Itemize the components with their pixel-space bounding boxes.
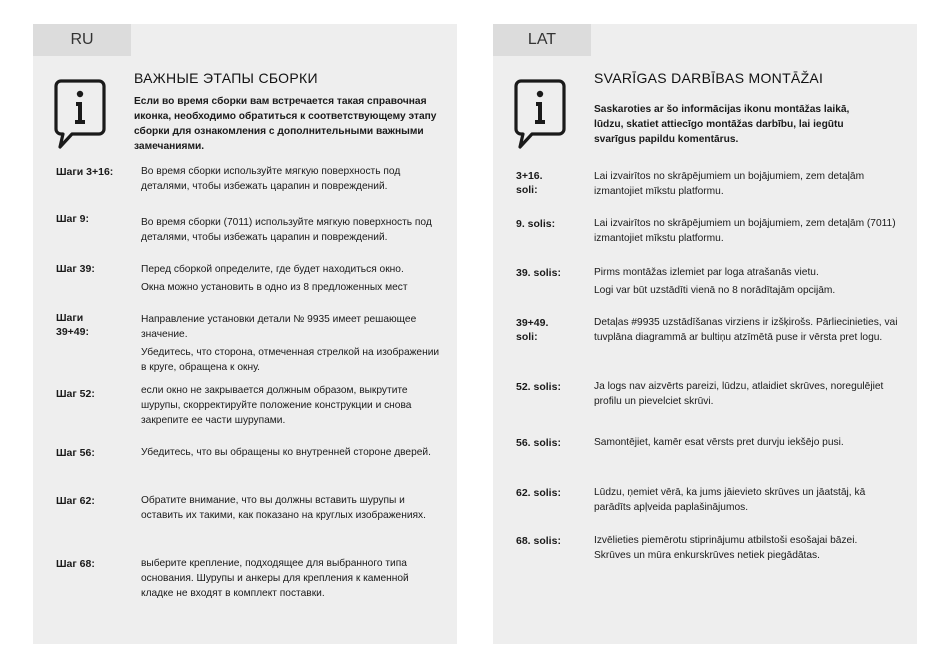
step-paragraph: Окна можно установить в одно из 8 предложенных мест	[141, 282, 408, 293]
step-label: 9. solis:	[516, 218, 556, 230]
info-icon	[512, 77, 568, 157]
step-paragraph: Во время сборки (7011) используйте мягкую поверхность под деталями, чтобы избежать царапин и повреждений.	[141, 217, 432, 243]
step-label: Шаг 39:	[56, 263, 95, 275]
step-text	[594, 216, 904, 249]
step-label: 52. solis:	[516, 381, 561, 393]
step-text	[594, 435, 904, 453]
ru-title: ВАЖНЫЕ ЭТАПЫ СБОРКИ	[134, 70, 318, 86]
step-paragraph: Lai izvairītos no skrāpējumiem un bojājumiem, zem detaļām (7011) izmantojiet mīkstu platformu.	[594, 218, 896, 244]
step-paragraph: Убедитесь, что сторона, отмеченная стрелкой на изображении в круге, обращена к окну.	[141, 347, 440, 373]
step-label: Шаг 52:	[56, 388, 95, 400]
step-text	[141, 493, 441, 526]
step-text	[141, 164, 441, 197]
step-paragraph: выберите крепление, подходящее для выбранного типа основания. Шурупы и анкеры для крепления к каменной кладке не входят в комплект поставки.	[141, 558, 409, 599]
step-paragraph: Во время сборки используйте мягкую поверхность под деталями, чтобы избежать царапин и повреждений.	[141, 166, 401, 192]
step-text	[141, 445, 441, 463]
step-text	[594, 169, 904, 202]
step-paragraph: Убедитесь, что вы обращены ко внутренней стороне дверей.	[141, 447, 431, 458]
step-label: 39. solis:	[516, 267, 561, 279]
info-icon	[52, 77, 108, 157]
lat-panel	[493, 24, 917, 644]
step-paragraph: Skrūves un mūra enkurskrūves netiek piegādātas.	[594, 550, 820, 561]
step-paragraph: Lūdzu, ņemiet vērā, ka jums jāievieto skrūves un jāatstāj, kā parādīts apļveida paplašinājumos.	[594, 487, 866, 513]
step-text	[141, 215, 441, 248]
step-text	[141, 262, 441, 298]
step-paragraph: если окно не закрывается должным образом, выкрутите шурупы, скорректируйте положение конструкции и снова закрепите ее части шурупами.	[141, 385, 412, 426]
lat-language-tab: LAT	[493, 24, 591, 56]
step-paragraph: Samontējiet, kamēr esat vērsts pret durvju iekšējo pusi.	[594, 437, 844, 448]
step-label: Шаги 39+49:	[56, 312, 89, 338]
step-text	[594, 533, 904, 566]
step-paragraph: Направление установки детали № 9935 имеет решающее значение.	[141, 314, 417, 340]
lat-title: SVARĪGAS DARBĪBAS MONTĀŽAI	[594, 70, 824, 86]
step-paragraph: Lai izvairītos no skrāpējumiem un bojājumiem, zem detaļām izmantojiet mīkstu platformu.	[594, 171, 865, 197]
step-label: 3+16. soli:	[516, 170, 543, 196]
step-text	[141, 383, 441, 431]
step-label: Шаги 3+16:	[56, 166, 114, 178]
step-text	[594, 485, 904, 518]
step-paragraph: Logi var būt uzstādīti vienā no 8 norādītajām opcijām.	[594, 285, 836, 296]
step-label: Шаг 9:	[56, 213, 90, 225]
step-label: 56. solis:	[516, 437, 561, 449]
step-label: Шаг 68:	[56, 558, 95, 570]
step-label: Шаг 56:	[56, 447, 95, 459]
step-label: 39+49. soli:	[516, 317, 549, 343]
step-paragraph: Перед сборкой определите, где будет находиться окно.	[141, 264, 404, 275]
ru-panel	[33, 24, 457, 644]
step-text	[141, 312, 441, 378]
step-label: 68. solis:	[516, 535, 561, 547]
step-text	[141, 556, 441, 604]
step-label: Шаг 62:	[56, 495, 95, 507]
step-label: 62. solis:	[516, 487, 561, 499]
step-text	[594, 265, 904, 301]
step-text	[594, 379, 904, 412]
ru-intro: Если во время сборки вам встречается такая справочная иконка, необходимо обратиться к соответствующему этапу сборки для ознакомления с дополнительными важными замечаниями.	[134, 96, 437, 152]
step-text	[594, 315, 904, 348]
ru-language-tab: RU	[33, 24, 131, 56]
step-paragraph: Ja logs nav aizvērts pareizi, lūdzu, atlaidiet skrūves, noregulējiet profilu un pievelciet skrūvi.	[594, 381, 884, 407]
lat-intro: Saskaroties ar šo informācijas ikonu montāžas laikā, lūdzu, skatiet attiecīgo montāžas darbību, lai iegūtu svarīgus papildu komentārus.	[594, 104, 850, 145]
step-paragraph: Pirms montāžas izlemiet par loga atrašanās vietu.	[594, 267, 819, 278]
step-paragraph: Izvēlieties piemērotu stiprinājumu atbilstoši esošajai bāzei.	[594, 535, 858, 546]
step-paragraph: Detaļas #9935 uzstādīšanas virziens ir izšķirošs. Pārliecinieties, vai tuvplāna diagrammā ar bultiņu atzīmētā puse ir vērsta pret logu.	[594, 317, 898, 343]
step-paragraph: Обратите внимание, что вы должны вставить шурупы и оставить их такими, как показано на круглых изображениях.	[141, 495, 426, 521]
